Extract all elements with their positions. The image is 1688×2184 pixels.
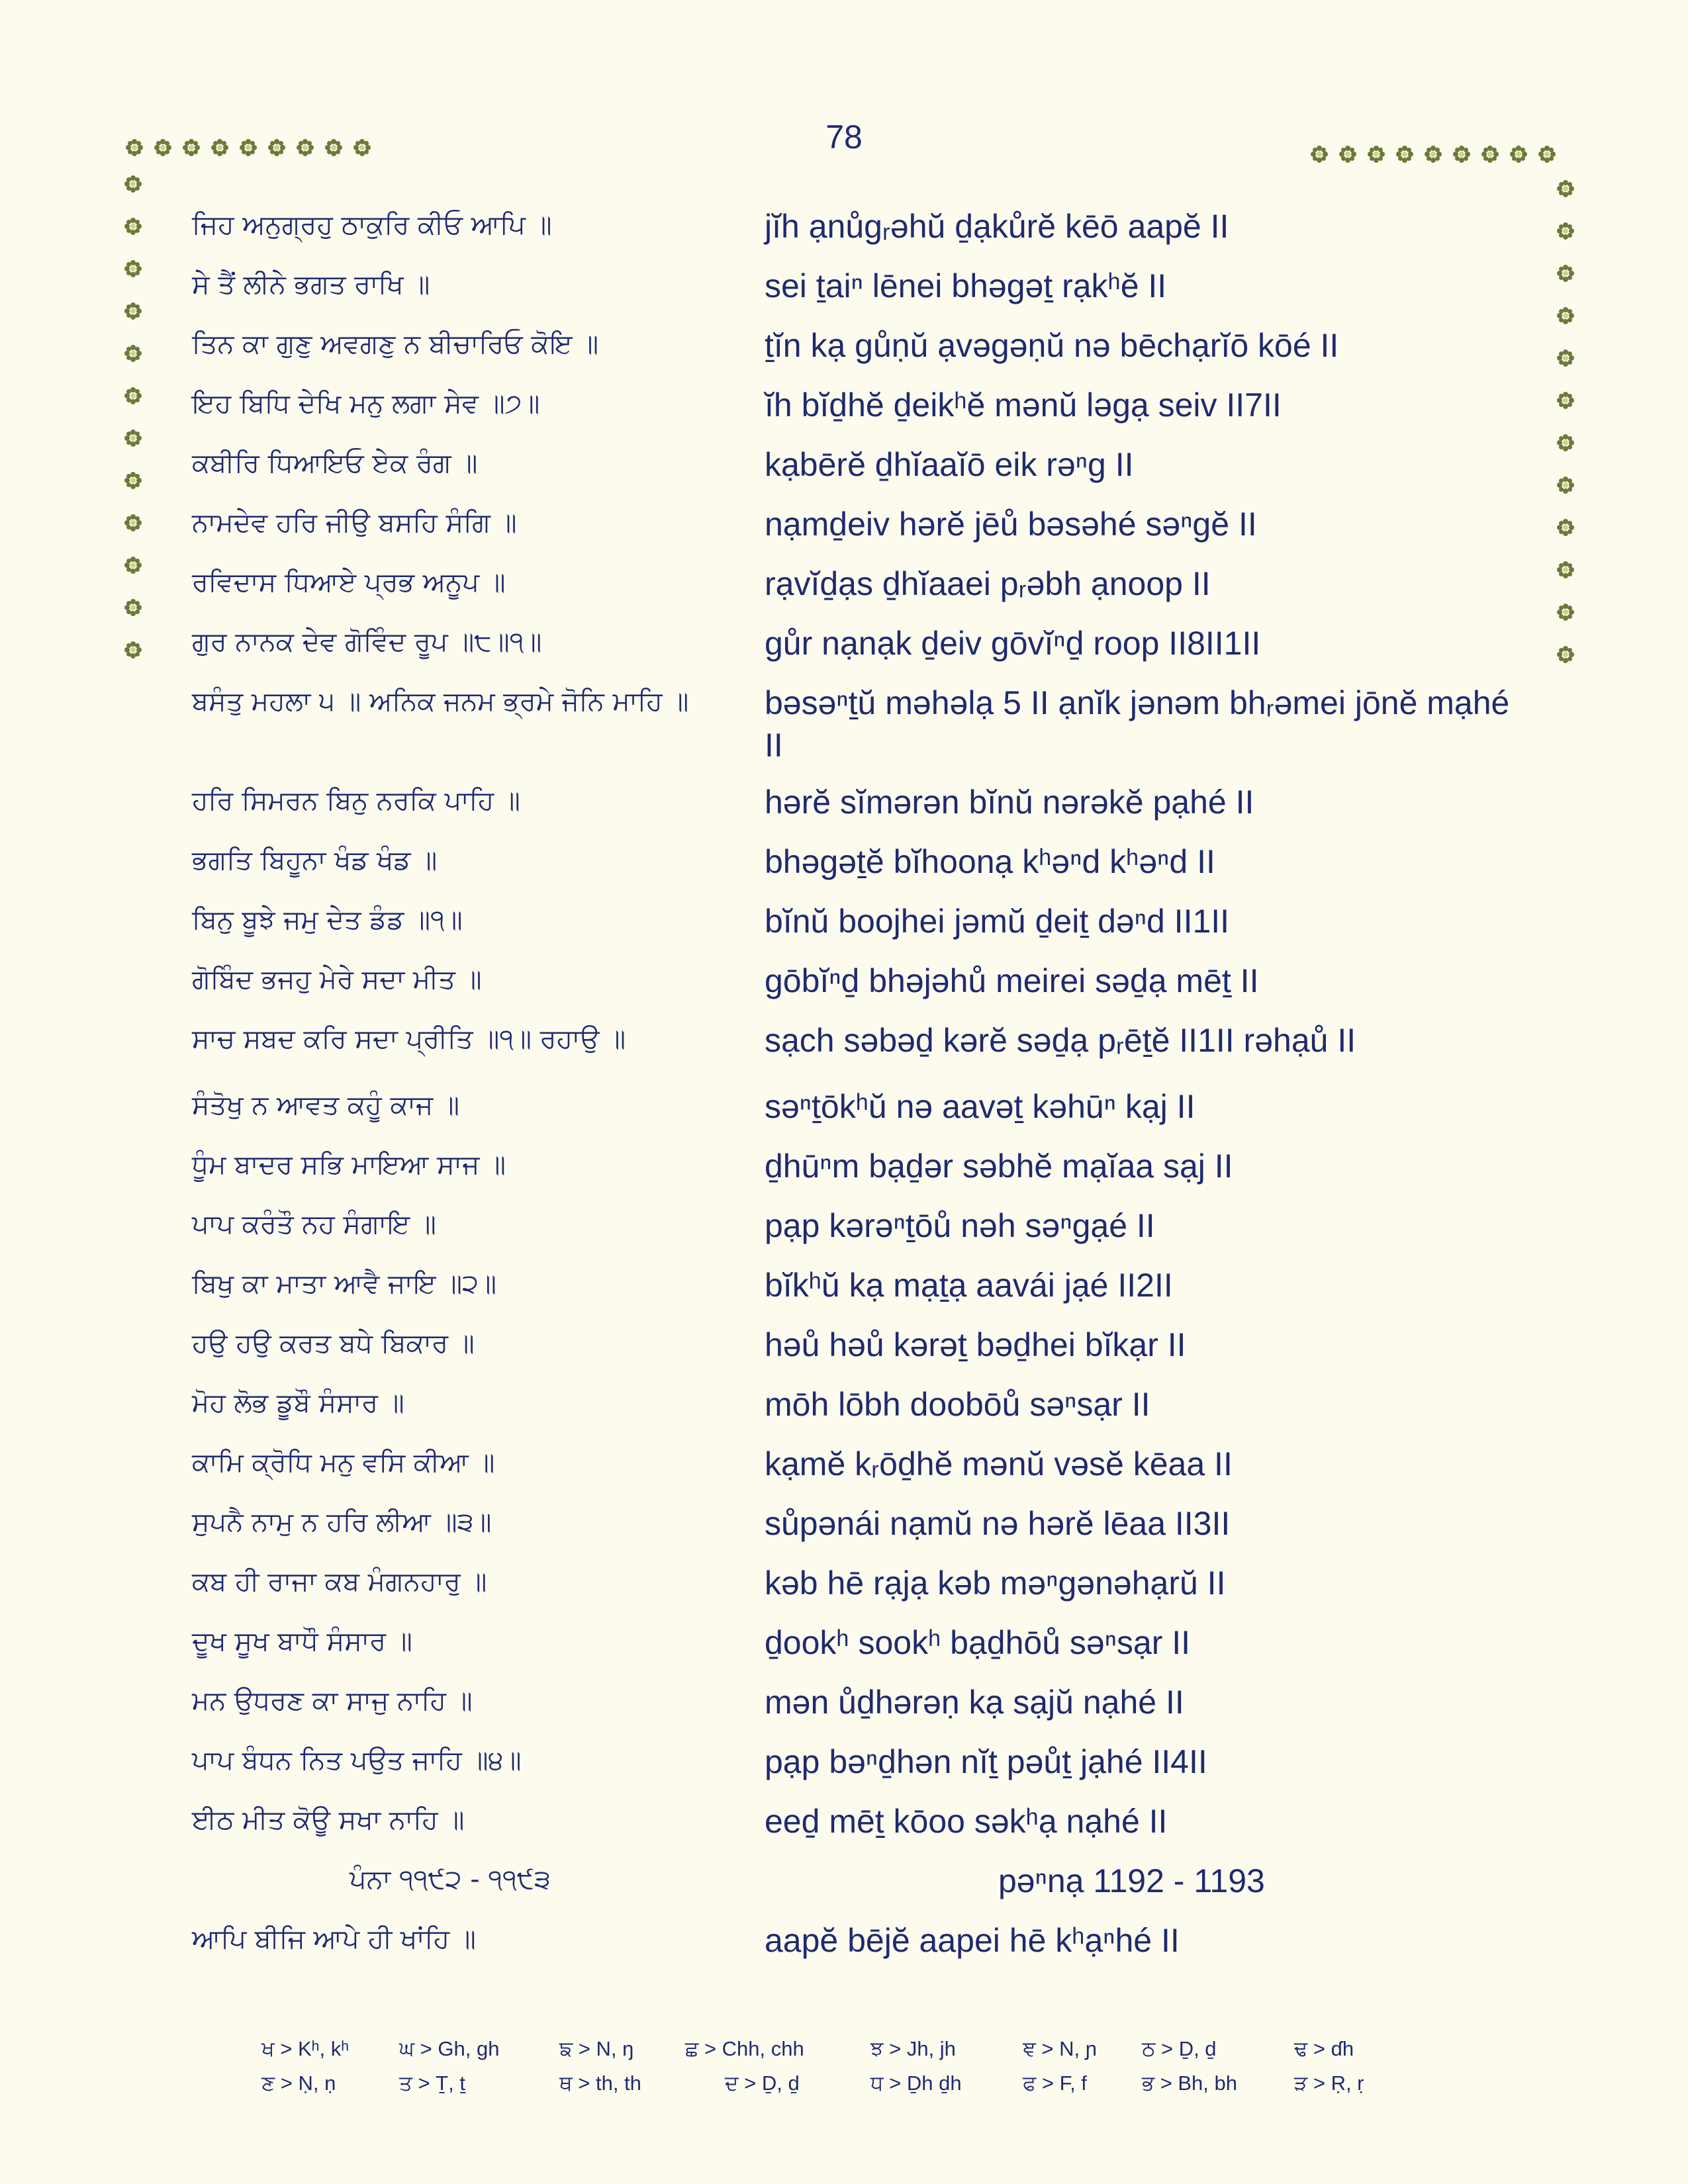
gurmukhi-line: ਪਾਪ ਕਰੰਤੌ ਨਹ ਸੰਗਾਇ ॥ xyxy=(192,1209,436,1240)
verse-row xyxy=(0,960,1688,1013)
legend-item: ਘ > Gh, gh xyxy=(399,2037,500,2060)
gurmukhi-line: ਭਗਤਿ ਬਿਹੂਨਾ ਖੰਡ ਖੰਡ ॥ xyxy=(192,845,438,876)
transliteration-legend xyxy=(261,2037,1453,2106)
transliteration-line: kạmĕ kᵣōḏhĕ mənŭ vəsĕ kēaa II xyxy=(765,1445,1233,1482)
legend-item: ਠ > Ḏ, ḏ xyxy=(1142,2037,1217,2060)
gurmukhi-line: ਬਿਨੁ ਬੂਝੇ ਜਮੁ ਦੇਤ ਡੰਡ ॥੧॥ xyxy=(192,905,463,935)
transliteration-line: ḏhūⁿm bạḏər səbhĕ mạĭaa sạj II xyxy=(765,1148,1233,1185)
transliteration-line: hərĕ sĭmərən bĭnŭ nərəkĕ pạhé II xyxy=(765,784,1254,821)
transliteration-line: sạch səbəḏ kərĕ səḏạ pᵣēṯĕ II1II rəhạů II xyxy=(765,1022,1356,1059)
page-reference-gurmukhi: ਪੰਨਾ ੧੧੯੨ - ੧੧੯੩ xyxy=(350,1864,551,1895)
page-reference-row xyxy=(0,1860,1688,1913)
gurmukhi-line: ਦੂਖ ਸੂਖ ਬਾਧੌ ਸੰਸਾਰ ॥ xyxy=(192,1626,412,1657)
verse-row xyxy=(0,1205,1688,1257)
transliteration-line: sei ṯaiⁿ lēnei bhəgəṯ rạkʰĕ II xyxy=(765,267,1167,304)
legend-item: ਙ > N, ŋ xyxy=(559,2037,634,2060)
transliteration-line: ṯĭn kạ gůṇŭ ạvəgəṇŭ nə bēchạrĭō kōé II xyxy=(765,327,1339,364)
gurmukhi-line: ਸਾਚ ਸਬਦ ਕਰਿ ਸਦਾ ਪ੍ਰੀਤਿ ॥੧॥ ਰਹਾਉ ॥ xyxy=(192,1024,626,1054)
gurmukhi-line: ਮਨ ਉਧਰਣ ਕਾ ਸਾਜੁ ਨਾਹਿ ॥ xyxy=(192,1686,473,1716)
legend-item: ਝ > Jh, jh xyxy=(870,2037,956,2060)
legend-item: ਖ > Kʰ, kʰ xyxy=(261,2037,350,2060)
verse-row xyxy=(0,384,1688,437)
verse-row xyxy=(0,1443,1688,1496)
gurmukhi-line: ਮੋਹ ਲੋਭ ਡੂਬੌ ਸੰਸਾਰ ॥ xyxy=(192,1388,404,1418)
gurmukhi-line: ਸੰਤੋਖੁ ਨ ਆਵਤ ਕਹੂੰ ਕਾਜ ॥ xyxy=(192,1090,459,1120)
gurmukhi-line: ਇਹ ਬਿਧਿ ਦੇਖਿ ਮਨੁ ਲਗਾ ਸੇਵ ॥੭॥ xyxy=(192,388,540,419)
legend-item: ਧ > Ḏh ḏh xyxy=(870,2071,962,2095)
transliteration-line: nạmḏeiv hərĕ jēů bəsəhé səⁿgĕ II xyxy=(765,506,1257,543)
legend-item: ਭ > Bh, bh xyxy=(1142,2071,1237,2095)
transliteration-line: səⁿṯōkʰŭ nə aavəṯ kəhūⁿ kạj II xyxy=(765,1088,1196,1125)
transliteration-line: gůr nạnạk ḏeiv gōvĭⁿḏ roop II8II1II xyxy=(765,625,1261,662)
verse-row xyxy=(0,1324,1688,1377)
verse-row xyxy=(0,1919,1688,1972)
transliteration-line: ḏookʰ sookʰ bạḏhōů səⁿsạr II xyxy=(765,1624,1191,1661)
verse-row xyxy=(0,1621,1688,1674)
legend-item: ਦ > Ḏ, ḏ xyxy=(725,2071,800,2095)
transliteration-line: sůpənái nạmŭ nə hərĕ lēaa II3II xyxy=(765,1505,1231,1542)
gurmukhi-line: ਈਠ ਮੀਤ ਕੋਊ ਸਖਾ ਨਾਹਿ ॥ xyxy=(192,1805,465,1835)
transliteration-line: rạvĭḏạs ḏhĭaaei pᵣəbh ạnoop II xyxy=(765,565,1211,602)
verse-row xyxy=(0,443,1688,496)
gurmukhi-line: ਜਿਹ ਅਨੁਗ੍ਰਹੁ ਠਾਕੁਰਿ ਕੀਓ ਆਪਿ ॥ xyxy=(192,210,552,240)
verse-row xyxy=(0,1800,1688,1853)
transliteration-line: bĭnŭ boojhei jəmŭ ḏeiṯ dəⁿd II1II xyxy=(765,903,1230,940)
gurmukhi-line: ਹਉ ਹਉ ਕਰਤ ਬਧੇ ਬਿਕਾਰ ॥ xyxy=(192,1328,475,1359)
verse-row xyxy=(0,622,1688,675)
gurmukhi-line: ਕਬੀਰਿ ਧਿਆਇਓ ਏਕ ਰੰਗ ॥ xyxy=(192,448,478,478)
transliteration-line: mōh lōbh doobōů səⁿsạr II xyxy=(765,1386,1150,1423)
transliteration-line: ĭh bĭḏhĕ ḏeikʰĕ mənŭ ləgạ seiv II7II xyxy=(765,387,1282,424)
transliteration-line: pạp kərəⁿṯōů nəh səⁿgạé II xyxy=(765,1207,1155,1244)
legend-item: ਫ > F, f xyxy=(1023,2071,1087,2095)
gurmukhi-line: ਬਿਖੁ ਕਾ ਮਾਤਾ ਆਵੈ ਜਾਇ ॥੨॥ xyxy=(192,1269,496,1299)
gurmukhi-line: ਸੇ ਤੈਂ ਲੀਨੇ ਭਗਤ ਰਾਖਿ ॥ xyxy=(192,269,430,300)
legend-item: ਛ > Chh, chh xyxy=(685,2037,804,2060)
verse-row xyxy=(0,1264,1688,1317)
gurmukhi-line: ਗੁਰ ਨਾਨਕ ਦੇਵ ਗੋਵਿੰਦ ਰੂਪ ॥੮॥੧॥ xyxy=(192,627,542,657)
legend-item: ਥ > th, th xyxy=(559,2071,641,2095)
gurmukhi-line: ਤਿਨ ਕਾ ਗੁਣੁ ਅਵਗਣੁ ਨ ਬੀਚਾਰਿਓ ਕੋਇ ॥ xyxy=(192,329,599,359)
verse-row xyxy=(0,1145,1688,1198)
gurmukhi-line: ਰਵਿਦਾਸ ਧਿਆਏ ਪ੍ਰਭ ਅਨੂਪ ॥ xyxy=(192,567,506,598)
legend-item: ਤ > Ṯ, ṯ xyxy=(399,2071,465,2095)
page-reference-translit: pəⁿnạ 1192 - 1193 xyxy=(998,1862,1265,1899)
gurmukhi-line: ਕਾਮਿ ਕ੍ਰੋਧਿ ਮਨੁ ਵਸਿ ਕੀਆ ॥ xyxy=(192,1447,495,1478)
transliteration-line: mən ůḏhərəṇ kạ sạjŭ nạhé II xyxy=(765,1684,1184,1721)
gurmukhi-line: ਨਾਮਦੇਵ ਹਰਿ ਜੀਉ ਬਸਹਿ ਸੰਗਿ ॥ xyxy=(192,508,517,538)
gurmukhi-line: ਧੂੰਮ ਬਾਦਰ ਸਭਿ ਮਾਇਆ ਸਾਜ ॥ xyxy=(192,1150,506,1180)
transliteration-line: bhəgəṯĕ bĭhoonạ kʰəⁿd kʰəⁿd II xyxy=(765,843,1215,880)
legend-item: ਞ > N, ɲ xyxy=(1023,2037,1097,2060)
verse-row xyxy=(0,841,1688,893)
legend-item: ੜ > Ṛ, ṛ xyxy=(1294,2071,1364,2095)
transliteration-line: gōbĭⁿḏ bhəjəhů meirei səḏạ mēṯ II xyxy=(765,962,1259,999)
verse-row xyxy=(0,682,1688,764)
verse-row xyxy=(0,563,1688,615)
page-number: 78 xyxy=(825,118,863,156)
verse-row xyxy=(0,265,1688,318)
transliteration-line: bĭkʰŭ kạ mạṯạ aavái jạé II2II xyxy=(765,1267,1173,1304)
legend-item: ਣ > Ṇ, ṇ xyxy=(261,2071,336,2095)
transliteration-line: kạbērĕ ḏhĭaaĭō eik rəⁿg II xyxy=(765,446,1134,483)
legend-item: ਢ > ɗh xyxy=(1294,2037,1354,2060)
gurmukhi-line: ਹਰਿ ਸਿਮਰਨ ਬਿਨੁ ਨਰਕਿ ਪਾਹਿ ॥ xyxy=(192,786,520,816)
transliteration-line: kəb hē rạjạ kəb məⁿgənəhạrŭ II xyxy=(765,1565,1226,1602)
verse-row xyxy=(0,1085,1688,1138)
gurmukhi-line: ਆਪਿ ਬੀਜਿ ਆਪੇ ਹੀ ਖਾਂਹਿ ॥ xyxy=(192,1924,476,1954)
legend-row xyxy=(261,2071,1453,2106)
verse-row xyxy=(0,503,1688,556)
verse-row xyxy=(0,900,1688,953)
gurmukhi-line: ਕਬ ਹੀ ਰਾਜਾ ਕਬ ਮੰਗਨਹਾਰੁ ॥ xyxy=(192,1567,487,1597)
verse-row xyxy=(0,781,1688,834)
gurmukhi-line: ਗੋਬਿੰਦ ਭਜਹੁ ਮੇਰੇ ਸਦਾ ਮੀਤ ॥ xyxy=(192,964,482,995)
verse-row xyxy=(0,1502,1688,1555)
verse-row xyxy=(0,1741,1688,1794)
legend-row xyxy=(261,2037,1453,2071)
transliteration-line: jĭh ạnůgᵣəhŭ ḏạkůrĕ kēō aapĕ II xyxy=(765,208,1229,245)
verse-row xyxy=(0,324,1688,377)
transliteration-line: həů həů kərəṯ bəḏhei bĭkạr II xyxy=(765,1326,1186,1363)
verse-row xyxy=(0,1562,1688,1615)
verse-row xyxy=(0,1383,1688,1436)
gurmukhi-line: ਪਾਪ ਬੰਧਨ ਨਿਤ ਪਉਤ ਜਾਹਿ ॥੪॥ xyxy=(192,1745,522,1776)
verse-row xyxy=(0,1681,1688,1734)
transliteration-line: aapĕ bējĕ aapei hē kʰạⁿhé II xyxy=(765,1922,1180,1959)
gurmukhi-line: ਬਸੰਤੁ ਮਹਲਾ ੫ ॥ ਅਨਿਕ ਜਨਮ ਭ੍ਰਮੇ ਜੋਨਿ ਮਾਹਿ ॥ xyxy=(192,686,689,717)
verse-row xyxy=(0,1019,1688,1072)
verse-row xyxy=(0,205,1688,258)
transliteration-line: eeḏ mēṯ kōoo səkʰạ nạhé II xyxy=(765,1803,1168,1840)
transliteration-line: pạp bəⁿḏhən nĭṯ pəůṯ jạhé II4II xyxy=(765,1743,1207,1780)
transliteration-line: bəsəⁿṯŭ məhəlạ 5 II ạnĭk jənəm bhᵣəmei jōnĕ mạhé II xyxy=(765,684,1510,764)
gurmukhi-line: ਸੁਪਨੈ ਨਾਮੁ ਨ ਹਰਿ ਲੀਆ ॥੩॥ xyxy=(192,1507,492,1537)
